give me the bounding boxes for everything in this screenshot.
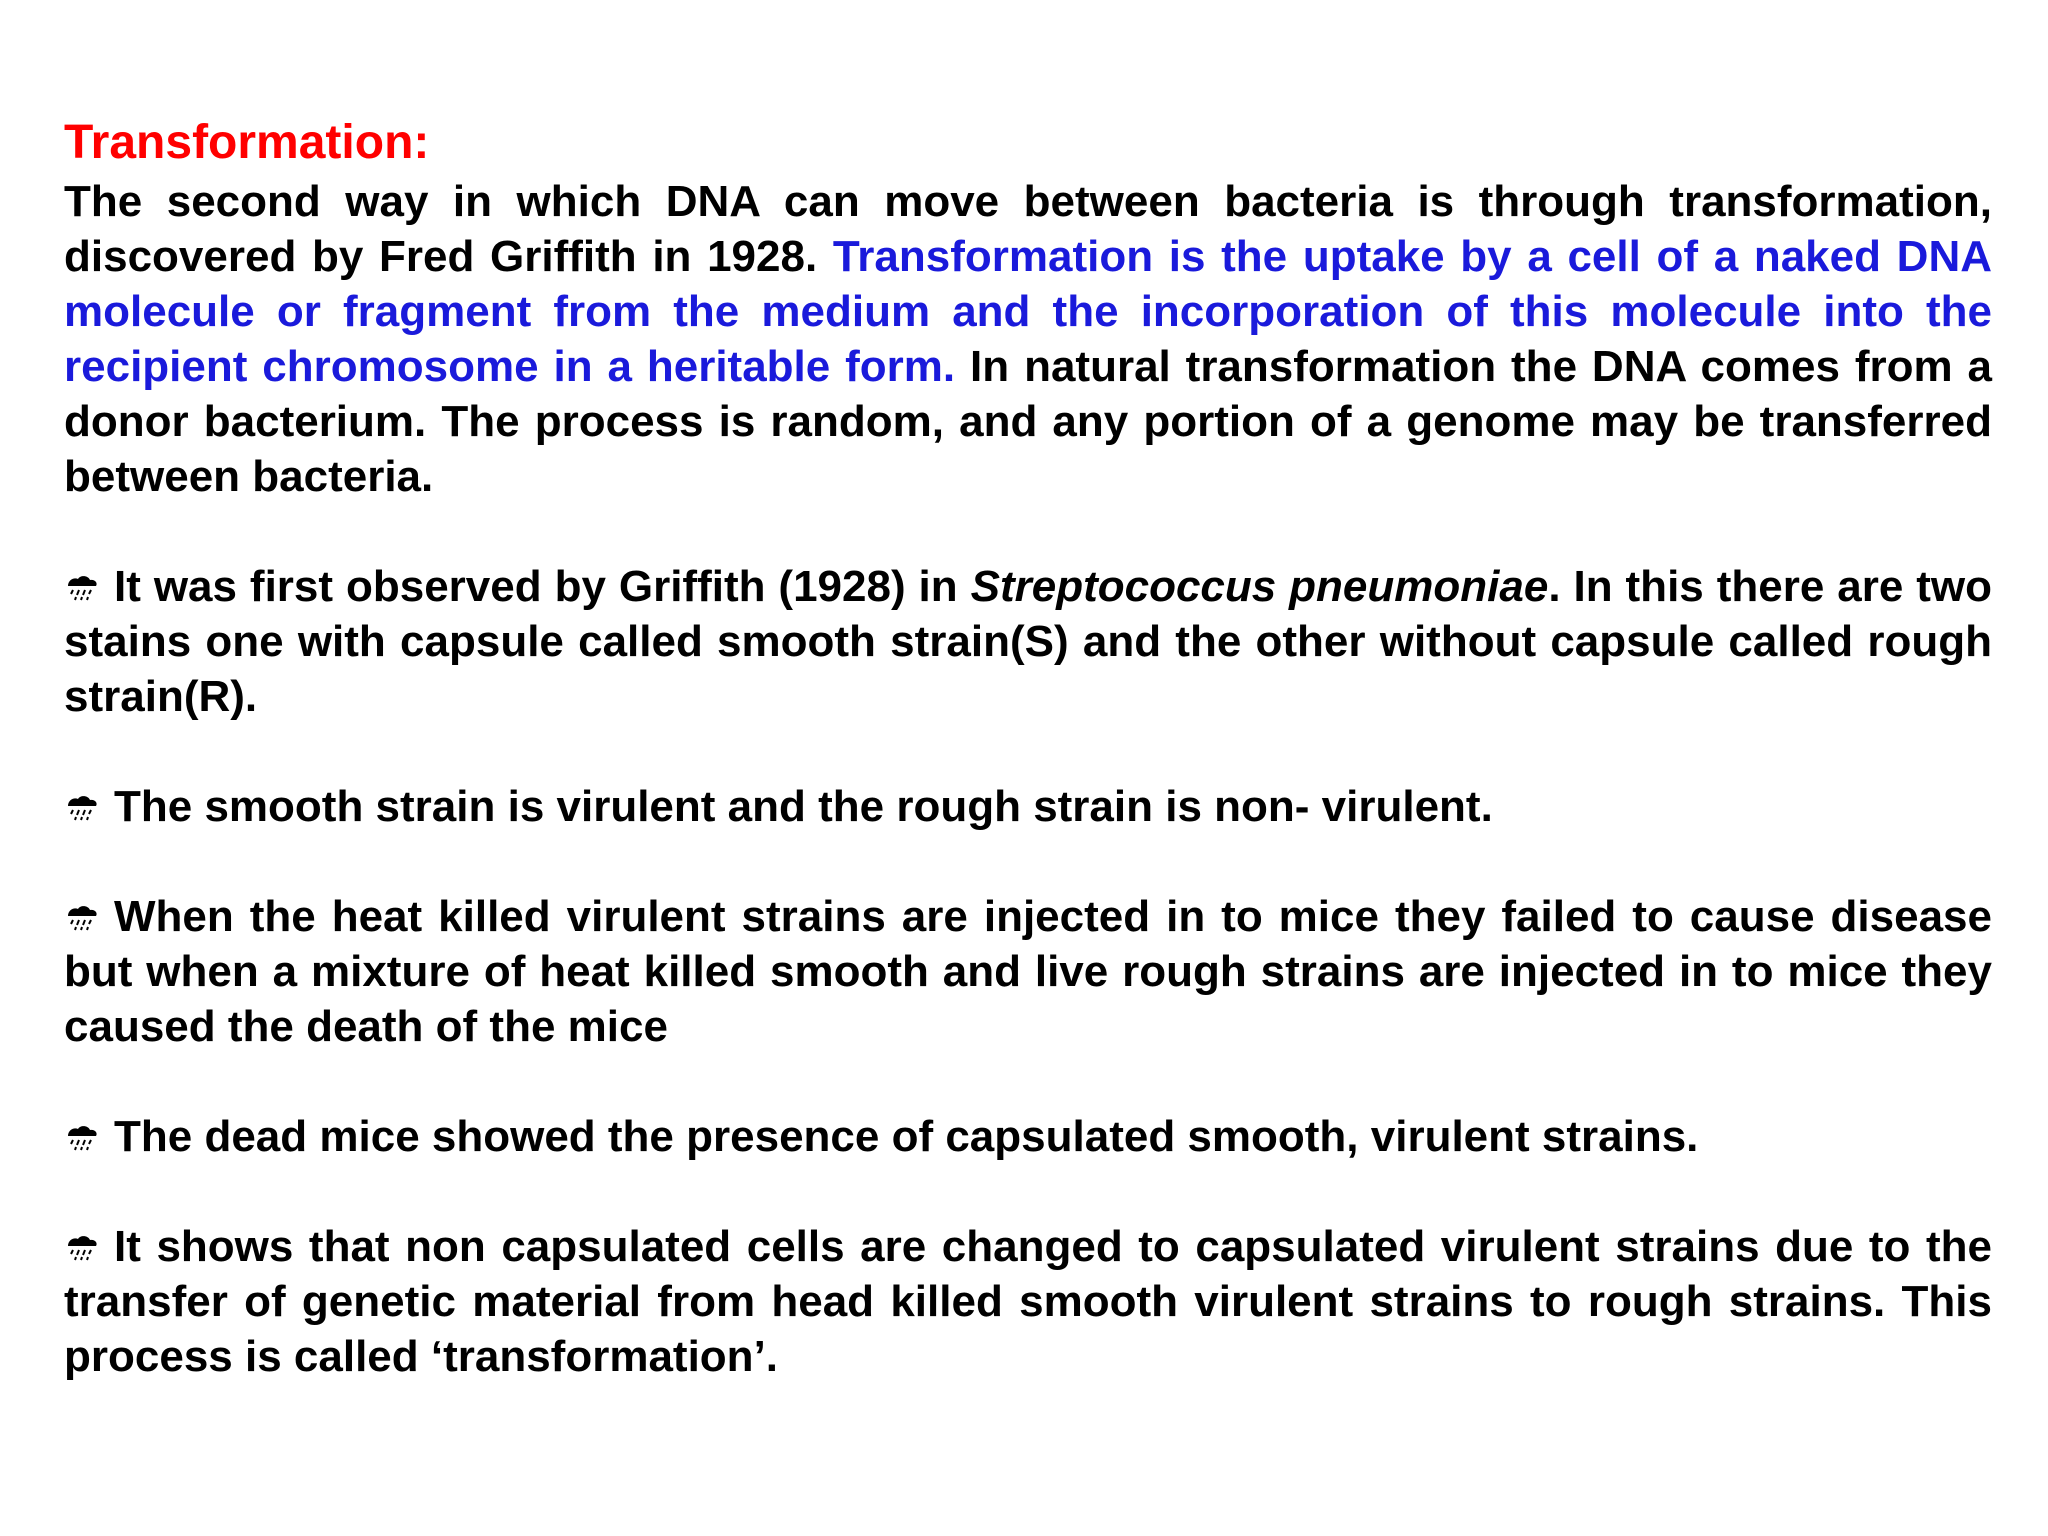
cloud-rain-icon [64, 903, 100, 933]
bullet-item-4 [64, 1109, 1992, 1164]
bullet-item-5 [64, 1219, 1992, 1384]
bullet-text-pre: It was first observed by Griffith (1928) in [114, 562, 971, 611]
definition-text: Transformation is the uptake by a cell of a naked DNA molecule or fragment from the medium and the incorporation of this molecule into the recipient chromosome in a heritable form. [64, 232, 1992, 391]
cloud-rain-icon [64, 1233, 100, 1263]
cloud-rain-icon [64, 793, 100, 823]
species-name: Streptococcus pneumoniae [970, 562, 1549, 611]
bullet-text: It shows that non capsulated cells are changed to capsulated virulent strains due to the transfer of genetic material from head killed smooth virulent strains to rough strains. This process is called ‘transformation’. [64, 1222, 1992, 1381]
bullet-text: When the heat killed virulent strains are injected in to mice they failed to cause disease but when a mixture of heat killed smooth and live rough strains are injected in to mice they caused the death of the mice [64, 892, 1992, 1051]
bullet-item-3 [64, 889, 1992, 1054]
slide-title: Transformation: [64, 116, 430, 169]
bullet-item-1 [64, 559, 1992, 724]
bullet-text: The smooth strain is virulent and the rough strain is non- virulent. [114, 782, 1493, 831]
bullet-text-post: . In this there are two stains one with capsule called smooth strain(S) and the other without capsule called rough strain(R). [64, 562, 1992, 721]
intro-text-1: The second way in which DNA can move between bacteria is through transformation, discovered by Fred Griffith in 1928. [64, 177, 1992, 281]
intro-paragraph [64, 174, 1992, 504]
cloud-rain-icon [64, 1123, 100, 1153]
bullet-text: The dead mice showed the presence of capsulated smooth, virulent strains. [114, 1112, 1699, 1161]
bullet-item-2 [64, 779, 1992, 834]
intro-text-2: In natural transformation the DNA comes from a donor bacterium. The process is random, and any portion of a genome may be transferred between bacteria. [64, 342, 1992, 501]
slide-content [64, 112, 1992, 1384]
cloud-rain-icon [64, 573, 100, 603]
